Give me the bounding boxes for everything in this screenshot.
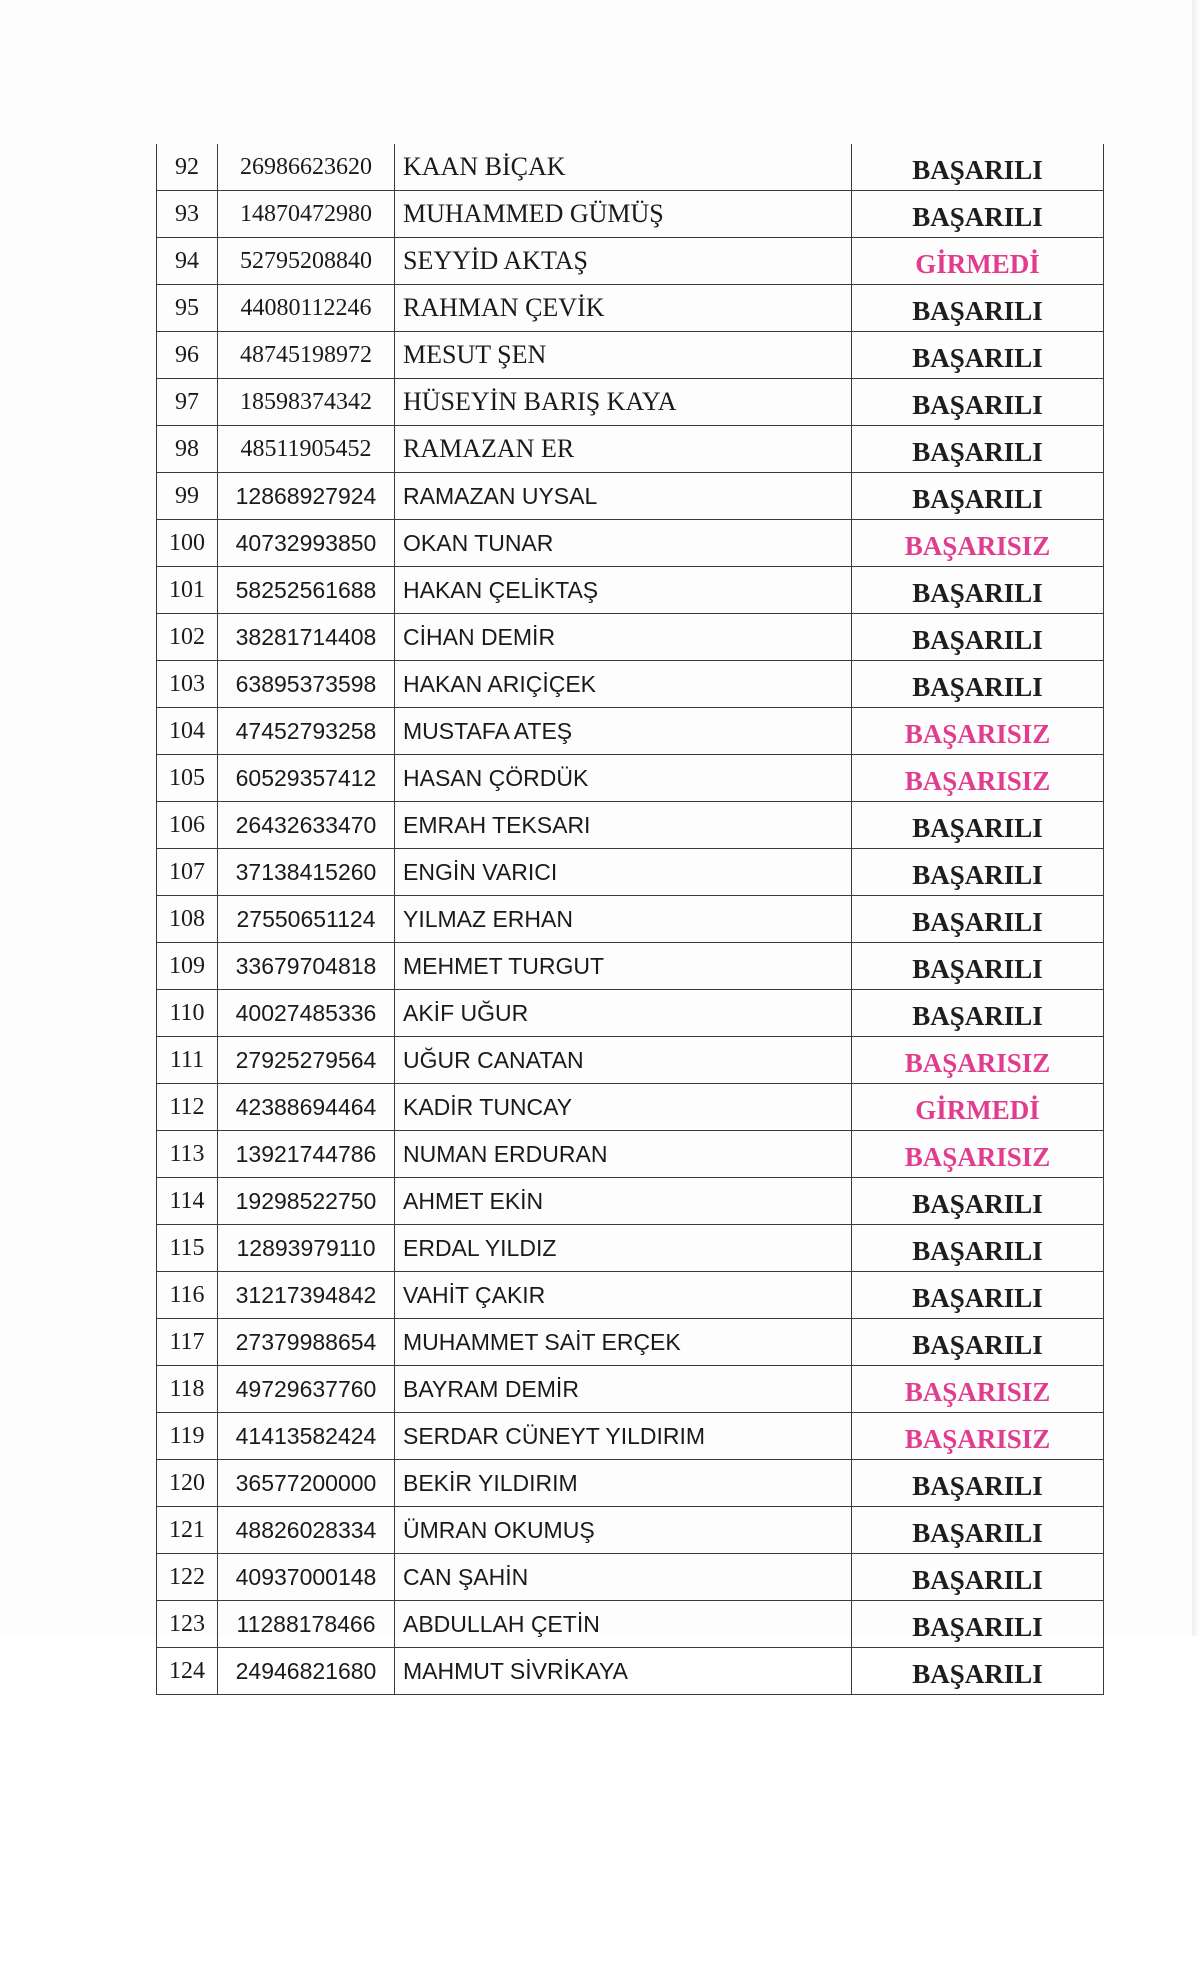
table-row [157,1413,1104,1460]
full-name: ÜMRAN OKUMUŞ [395,1507,852,1554]
full-name: RAHMAN ÇEVİK [395,285,852,332]
full-name: AHMET EKİN [395,1178,852,1225]
result-status: BAŞARILI [852,990,1104,1037]
full-name: UĞUR CANATAN [395,1037,852,1084]
table-row [157,1601,1104,1648]
full-name: NUMAN ERDURAN [395,1131,852,1178]
id-number: 11288178466 [218,1601,395,1648]
result-status: BAŞARILI [852,661,1104,708]
row-number: 108 [157,896,218,943]
table-row [157,144,1104,191]
row-number: 109 [157,943,218,990]
result-status: BAŞARILI [852,1648,1104,1695]
table-row [157,1460,1104,1507]
table-row [157,1648,1104,1695]
table-row [157,520,1104,567]
row-number: 101 [157,567,218,614]
result-status: BAŞARILI [852,1225,1104,1272]
table-row [157,426,1104,473]
id-number: 48745198972 [218,332,395,379]
id-number: 24946821680 [218,1648,395,1695]
full-name: RAMAZAN UYSAL [395,473,852,520]
table-row [157,332,1104,379]
row-number: 97 [157,379,218,426]
row-number: 116 [157,1272,218,1319]
full-name: MESUT ŞEN [395,332,852,379]
id-number: 48826028334 [218,1507,395,1554]
id-number: 26986623620 [218,144,395,191]
full-name: MUHAMMED GÜMÜŞ [395,191,852,238]
table-row [157,849,1104,896]
table-row [157,802,1104,849]
full-name: SEYYİD AKTAŞ [395,238,852,285]
row-number: 106 [157,802,218,849]
id-number: 52795208840 [218,238,395,285]
row-number: 112 [157,1084,218,1131]
table-row [157,1366,1104,1413]
results-table [156,144,1104,1695]
row-number: 110 [157,990,218,1037]
full-name: CAN ŞAHİN [395,1554,852,1601]
result-status: BAŞARILI [852,614,1104,661]
result-status: BAŞARILI [852,1554,1104,1601]
full-name: MUSTAFA ATEŞ [395,708,852,755]
full-name: KAAN BİÇAK [395,144,852,191]
result-status: BAŞARILI [852,191,1104,238]
full-name: MEHMET TURGUT [395,943,852,990]
id-number: 60529357412 [218,755,395,802]
table-row [157,567,1104,614]
id-number: 41413582424 [218,1413,395,1460]
row-number: 123 [157,1601,218,1648]
full-name: CİHAN DEMİR [395,614,852,661]
result-status: BAŞARISIZ [852,1131,1104,1178]
table-row [157,755,1104,802]
id-number: 19298522750 [218,1178,395,1225]
result-status: BAŞARISIZ [852,1366,1104,1413]
row-number: 114 [157,1178,218,1225]
row-number: 121 [157,1507,218,1554]
row-number: 95 [157,285,218,332]
result-status: BAŞARILI [852,802,1104,849]
row-number: 115 [157,1225,218,1272]
table-row [157,943,1104,990]
id-number: 12868927924 [218,473,395,520]
table-row [157,1507,1104,1554]
result-status: BAŞARILI [852,1178,1104,1225]
id-number: 31217394842 [218,1272,395,1319]
row-number: 105 [157,755,218,802]
result-status: BAŞARISIZ [852,708,1104,755]
id-number: 63895373598 [218,661,395,708]
table-row [157,473,1104,520]
row-number: 100 [157,520,218,567]
table-row [157,1131,1104,1178]
id-number: 40937000148 [218,1554,395,1601]
row-number: 92 [157,144,218,191]
row-number: 99 [157,473,218,520]
result-status: BAŞARILI [852,1319,1104,1366]
full-name: MAHMUT SİVRİKAYA [395,1648,852,1695]
table-row [157,1037,1104,1084]
id-number: 44080112246 [218,285,395,332]
table-row [157,1178,1104,1225]
result-status: BAŞARILI [852,1601,1104,1648]
table-row [157,1084,1104,1131]
table-row [157,1272,1104,1319]
id-number: 40027485336 [218,990,395,1037]
result-status: BAŞARILI [852,285,1104,332]
full-name: HAKAN ARIÇİÇEK [395,661,852,708]
result-status: BAŞARISIZ [852,755,1104,802]
id-number: 33679704818 [218,943,395,990]
table-row [157,614,1104,661]
full-name: HAKAN ÇELİKTAŞ [395,567,852,614]
result-status: BAŞARILI [852,567,1104,614]
row-number: 96 [157,332,218,379]
result-status: BAŞARILI [852,332,1104,379]
row-number: 113 [157,1131,218,1178]
table-row [157,990,1104,1037]
result-status: BAŞARILI [852,1272,1104,1319]
full-name: HASAN ÇÖRDÜK [395,755,852,802]
row-number: 102 [157,614,218,661]
result-status: BAŞARISIZ [852,1413,1104,1460]
id-number: 14870472980 [218,191,395,238]
table-row [157,191,1104,238]
result-status: BAŞARILI [852,943,1104,990]
id-number: 48511905452 [218,426,395,473]
row-number: 103 [157,661,218,708]
table-row [157,1319,1104,1366]
row-number: 94 [157,238,218,285]
row-number: 118 [157,1366,218,1413]
result-status: GİRMEDİ [852,1084,1104,1131]
full-name: ENGİN VARICI [395,849,852,896]
id-number: 49729637760 [218,1366,395,1413]
result-status: BAŞARILI [852,1507,1104,1554]
full-name: ERDAL YILDIZ [395,1225,852,1272]
full-name: AKİF UĞUR [395,990,852,1037]
row-number: 119 [157,1413,218,1460]
result-status: BAŞARILI [852,379,1104,426]
full-name: VAHİT ÇAKIR [395,1272,852,1319]
row-number: 122 [157,1554,218,1601]
full-name: MUHAMMET SAİT ERÇEK [395,1319,852,1366]
table-row [157,1225,1104,1272]
full-name: BAYRAM DEMİR [395,1366,852,1413]
result-status: BAŞARILI [852,1460,1104,1507]
results-table-body [157,144,1104,1695]
full-name: EMRAH TEKSARI [395,802,852,849]
id-number: 58252561688 [218,567,395,614]
result-status: BAŞARILI [852,426,1104,473]
table-row [157,238,1104,285]
full-name: ABDULLAH ÇETİN [395,1601,852,1648]
full-name: YILMAZ ERHAN [395,896,852,943]
result-status: BAŞARILI [852,473,1104,520]
result-status: BAŞARISIZ [852,520,1104,567]
id-number: 37138415260 [218,849,395,896]
result-status: BAŞARISIZ [852,1037,1104,1084]
result-status: BAŞARILI [852,144,1104,191]
result-status: BAŞARILI [852,849,1104,896]
row-number: 111 [157,1037,218,1084]
full-name: KADİR TUNCAY [395,1084,852,1131]
id-number: 27379988654 [218,1319,395,1366]
row-number: 124 [157,1648,218,1695]
id-number: 47452793258 [218,708,395,755]
full-name: OKAN TUNAR [395,520,852,567]
row-number: 104 [157,708,218,755]
full-name: RAMAZAN ER [395,426,852,473]
row-number: 93 [157,191,218,238]
full-name: SERDAR CÜNEYT YILDIRIM [395,1413,852,1460]
table-row [157,1554,1104,1601]
result-status: BAŞARILI [852,896,1104,943]
table-row [157,285,1104,332]
result-status: GİRMEDİ [852,238,1104,285]
row-number: 120 [157,1460,218,1507]
id-number: 36577200000 [218,1460,395,1507]
table-row [157,379,1104,426]
row-number: 117 [157,1319,218,1366]
row-number: 98 [157,426,218,473]
id-number: 38281714408 [218,614,395,661]
id-number: 27925279564 [218,1037,395,1084]
table-row [157,896,1104,943]
id-number: 40732993850 [218,520,395,567]
full-name: HÜSEYİN BARIŞ KAYA [395,379,852,426]
row-number: 107 [157,849,218,896]
id-number: 42388694464 [218,1084,395,1131]
id-number: 13921744786 [218,1131,395,1178]
id-number: 18598374342 [218,379,395,426]
full-name: BEKİR YILDIRIM [395,1460,852,1507]
table-row [157,708,1104,755]
id-number: 27550651124 [218,896,395,943]
id-number: 12893979110 [218,1225,395,1272]
id-number: 26432633470 [218,802,395,849]
table-row [157,661,1104,708]
page-edge-shadow [1192,0,1200,1636]
